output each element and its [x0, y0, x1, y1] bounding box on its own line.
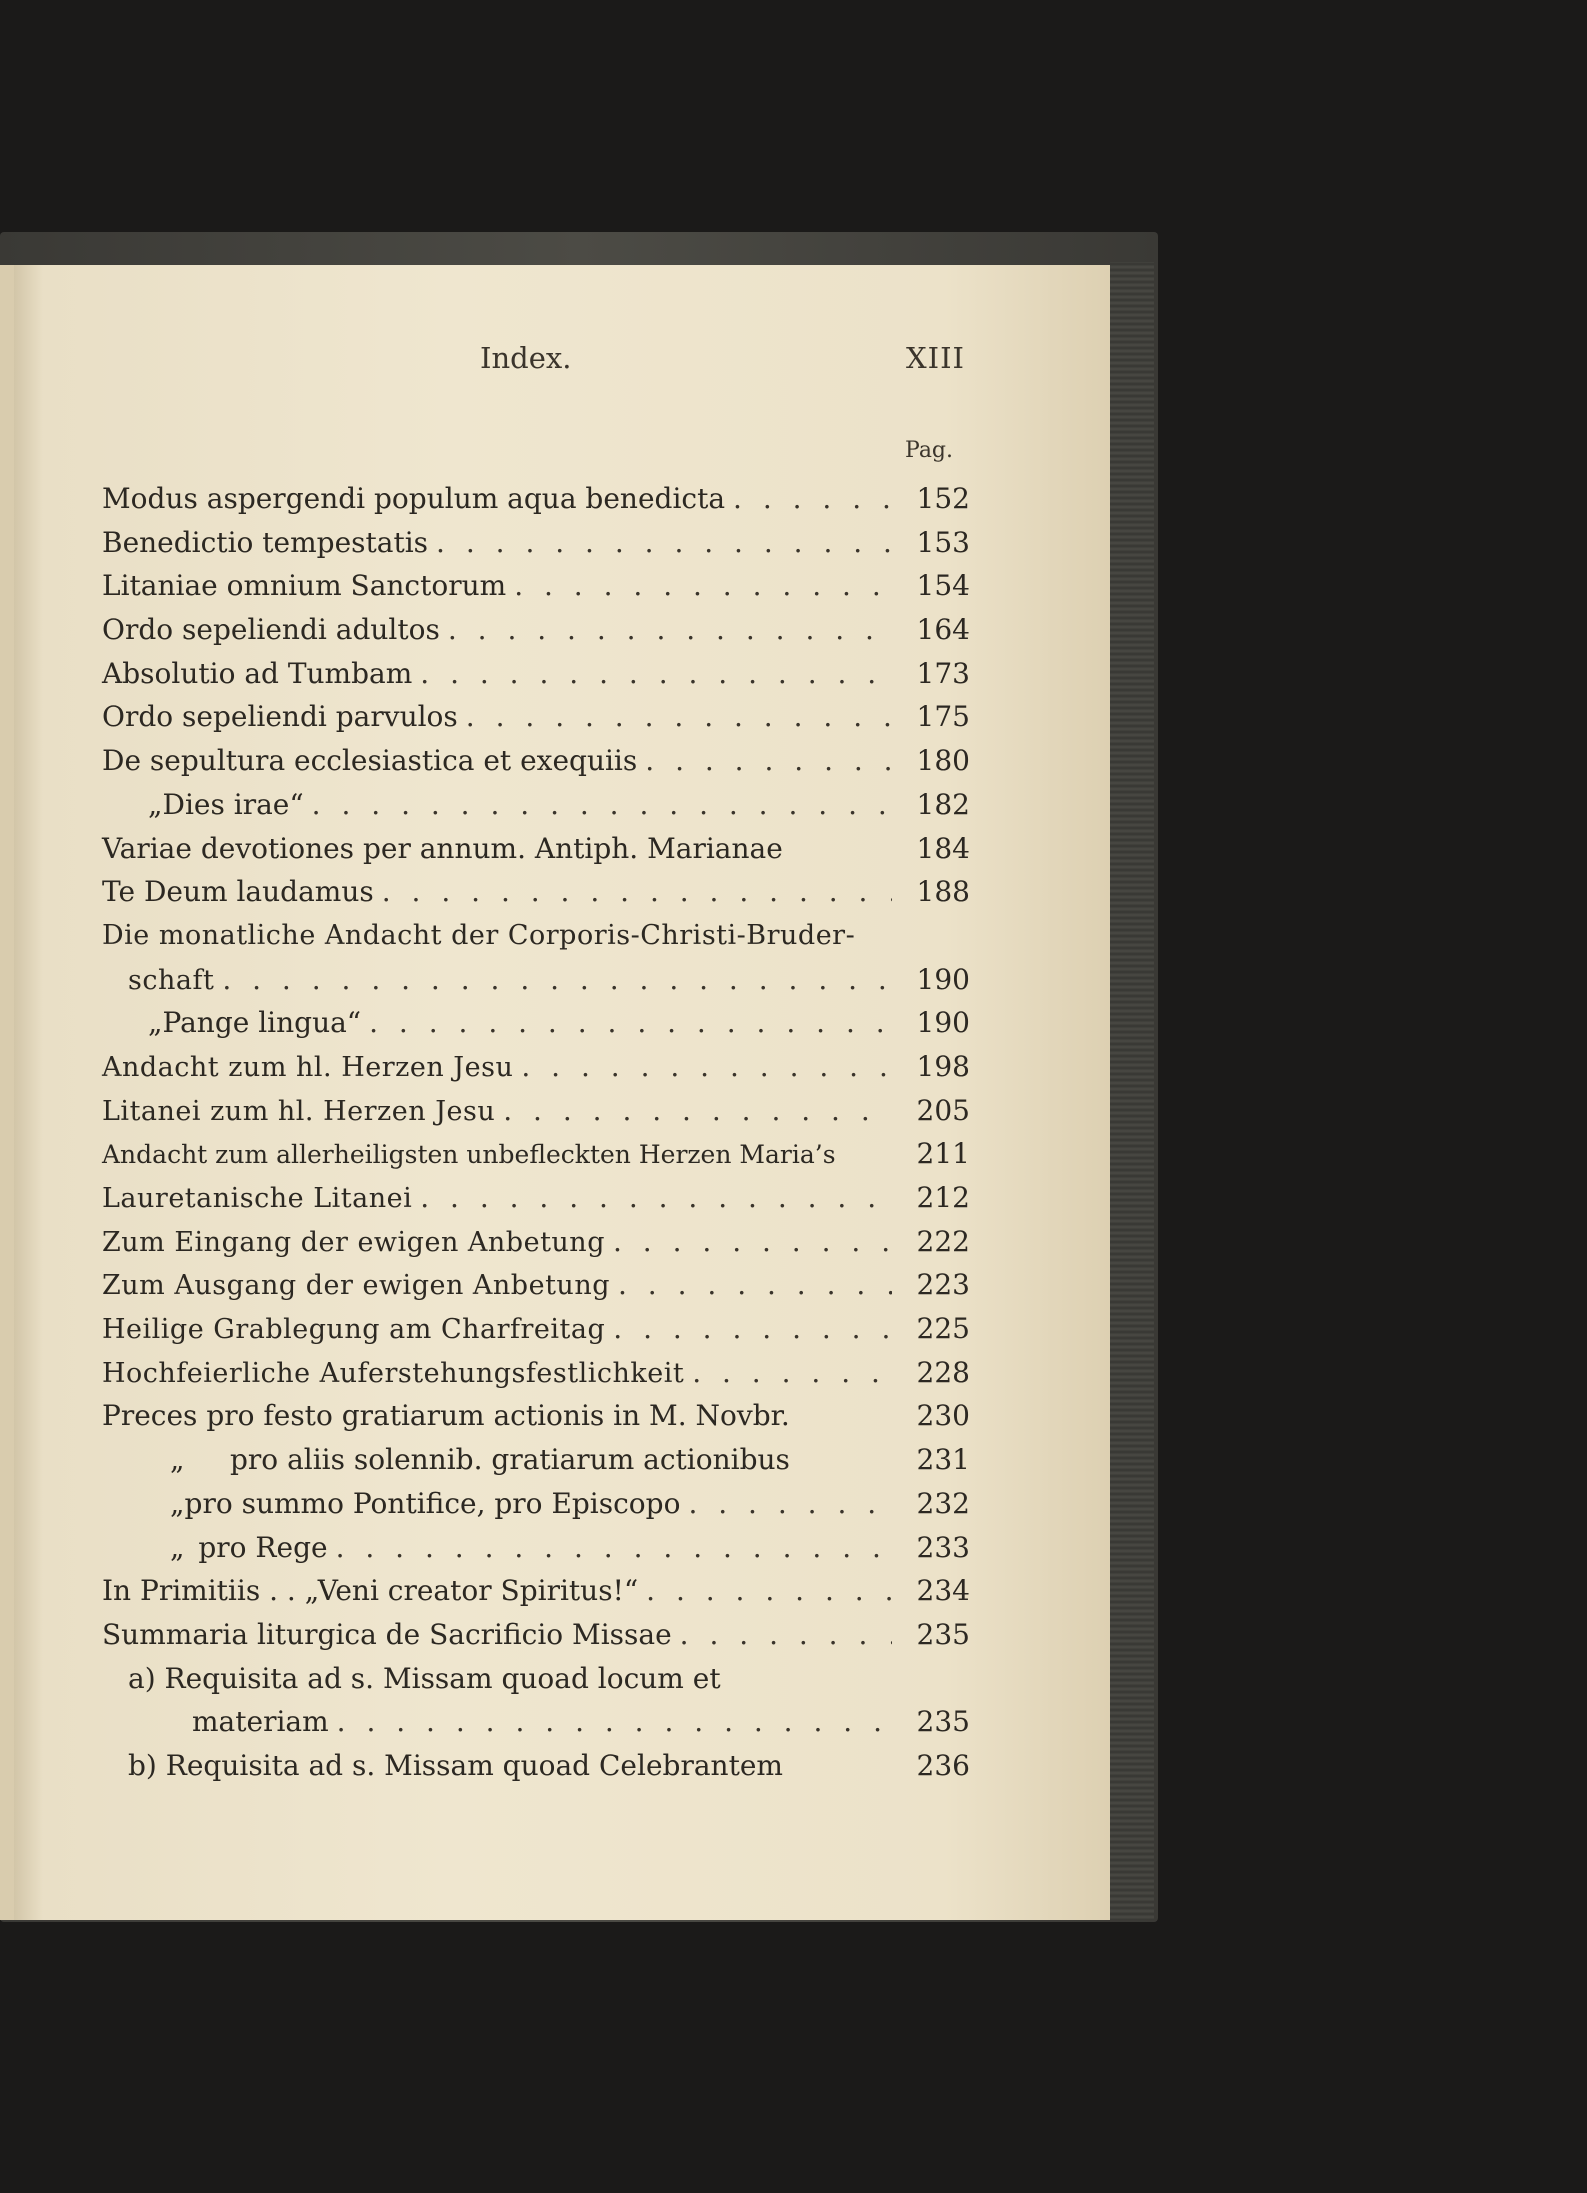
index-entry — [102, 521, 970, 565]
index-entry — [102, 1220, 970, 1264]
entry-title: pro summo Pontifice, pro Episcopo — [184, 1486, 681, 1520]
page-gutter — [0, 265, 14, 1920]
entry-page: 222 — [916, 1224, 970, 1258]
entry-page: 235 — [916, 1705, 970, 1739]
entry-title: Litanei zum hl. Herzen Jesu — [102, 1095, 496, 1127]
index-entry — [102, 1482, 970, 1526]
entry-title: Hochfeierliche Auferstehungsfestlichkeit — [102, 1357, 685, 1389]
leader-dots — [369, 1001, 892, 1045]
leader-dots — [337, 1700, 892, 1744]
entry-title: Heilige Grablegung am Charfreitag — [102, 1314, 606, 1346]
index-entry — [102, 870, 970, 914]
leader-dots — [618, 1263, 892, 1307]
entry-page: 234 — [916, 1574, 970, 1608]
leader-dots — [466, 695, 892, 739]
index-entry — [102, 652, 970, 696]
index-entry — [102, 1657, 970, 1701]
running-title: Index. — [480, 341, 572, 375]
entry-title: a) Requisita ad s. Missam quoad locum et — [128, 1661, 721, 1695]
index-entry — [102, 1132, 970, 1176]
entry-page: 190 — [916, 962, 970, 996]
entry-title: Preces pro festo gratiarum actionis in M. Novbr. — [102, 1399, 790, 1433]
entry-title: pro Rege — [198, 1530, 328, 1564]
entry-title: Die monatliche Andacht der Corporis-Christi-Bruder- — [102, 919, 856, 951]
entry-title: Andacht zum allerheiligsten unbefleckten Herzen Maria’s — [102, 1140, 836, 1170]
leader-dots — [420, 652, 892, 696]
index-entry — [102, 1307, 970, 1351]
entry-page: 190 — [916, 1006, 970, 1040]
leader-dots — [613, 1220, 892, 1264]
entry-page: 230 — [916, 1399, 970, 1433]
leader-dots — [514, 564, 892, 608]
entry-title: b) Requisita ad s. Missam quoad Celebrantem — [128, 1748, 783, 1782]
entry-title: schaft — [128, 964, 215, 996]
index-entry — [102, 1613, 970, 1657]
entry-title: pro aliis solennib. gratiarum actionibus — [230, 1443, 790, 1477]
index-entry — [102, 1001, 970, 1045]
entry-page: 175 — [916, 700, 970, 734]
leader-dots — [382, 870, 892, 914]
index-entry — [102, 1045, 970, 1089]
entry-title: Ordo sepeliendi parvulos — [102, 700, 458, 734]
index-entry — [102, 695, 970, 739]
entry-page: 198 — [916, 1049, 970, 1083]
entry-page: 211 — [916, 1137, 970, 1171]
entry-title: „Pange lingua“ — [148, 1006, 362, 1040]
entry-title: Summaria liturgica de Sacrificio Missae — [102, 1617, 672, 1651]
leader-dots — [645, 739, 892, 783]
leader-dots — [420, 1176, 892, 1220]
index-entry — [102, 1744, 970, 1788]
leader-dots — [688, 1482, 892, 1526]
index-entry — [102, 1700, 970, 1744]
entry-page: 235 — [916, 1617, 970, 1651]
entry-title: Litaniae omnium Sanctorum — [102, 569, 507, 603]
entry-page: 188 — [916, 875, 970, 909]
book-page-edges — [1110, 262, 1154, 1920]
leader-dots — [646, 1569, 892, 1613]
entry-page: 232 — [916, 1486, 970, 1520]
index-entry — [102, 608, 970, 652]
index-entry — [102, 914, 970, 958]
entry-title: Ordo sepeliendi adultos — [102, 613, 440, 647]
leader-dots — [503, 1089, 892, 1133]
index-entry — [102, 1394, 970, 1438]
leader-dots — [436, 521, 892, 565]
leader-dots — [336, 1526, 892, 1570]
entry-page: 212 — [916, 1181, 970, 1214]
index-entry — [102, 783, 970, 827]
index-entry — [102, 827, 970, 871]
index-entry — [102, 1569, 970, 1613]
entry-title: Te Deum laudamus — [102, 875, 374, 909]
entry-title: In Primitiis . . „Veni creator Spiritus!“ — [102, 1574, 639, 1608]
index-entry — [102, 1351, 970, 1395]
entry-title: Zum Ausgang der ewigen Anbetung — [102, 1270, 610, 1302]
index-entry — [102, 1089, 970, 1133]
leader-dots — [222, 958, 892, 1002]
entry-title: Zum Eingang der ewigen Anbetung — [102, 1226, 605, 1258]
leader-dots — [521, 1045, 892, 1089]
entry-title: „Dies irae“ — [148, 787, 304, 821]
entry-title: De sepultura ecclesiastica et exequiis — [102, 744, 638, 778]
entry-title: Benedictio tempestatis — [102, 525, 429, 559]
entry-page: 236 — [916, 1748, 970, 1782]
entry-page: 152 — [916, 482, 970, 515]
index-list — [102, 477, 970, 1788]
index-entry — [102, 1438, 970, 1482]
entry-page: 180 — [916, 744, 970, 778]
entry-page: 173 — [916, 656, 970, 690]
index-entry — [102, 739, 970, 783]
entry-page: 223 — [916, 1268, 970, 1302]
leader-dots — [680, 1613, 892, 1657]
page-number: XIII — [905, 341, 965, 375]
leader-dots — [613, 1307, 892, 1351]
leader-dots — [733, 477, 892, 521]
index-entry — [102, 564, 970, 608]
entry-title: Variae devotiones per annum. Antiph. Marianae — [102, 831, 783, 865]
index-entry — [102, 1263, 970, 1307]
entry-page: 205 — [916, 1093, 970, 1127]
entry-page: 182 — [916, 787, 970, 821]
index-entry — [102, 1176, 970, 1220]
leader-dots — [312, 783, 892, 827]
entry-title: Absolutio ad Tumbam — [102, 656, 413, 690]
index-entry — [102, 1526, 970, 1570]
entry-page: 233 — [916, 1530, 970, 1564]
ditto-mark: „ — [170, 1443, 185, 1477]
index-entry — [102, 477, 970, 521]
ditto-mark: „ — [170, 1530, 185, 1564]
entry-page: 164 — [916, 613, 970, 647]
index-entry — [102, 958, 970, 1002]
entry-page: 231 — [916, 1443, 970, 1477]
entry-page: 228 — [916, 1355, 970, 1389]
entry-page: 225 — [916, 1312, 970, 1346]
entry-page: 184 — [916, 831, 970, 865]
entry-title: materiam — [192, 1705, 329, 1739]
leader-dots — [448, 608, 892, 652]
running-header — [480, 341, 965, 391]
entry-title: Andacht zum hl. Herzen Jesu — [102, 1051, 514, 1083]
entry-page: 153 — [916, 525, 970, 559]
ditto-mark: „ — [170, 1486, 185, 1520]
entry-page: 154 — [916, 569, 970, 603]
entry-title: Lauretanische Litanei — [102, 1183, 413, 1214]
page-column-label: Pag. — [905, 438, 954, 463]
leader-dots — [692, 1351, 892, 1395]
entry-title: Modus aspergendi populum aqua benedicta — [102, 482, 726, 515]
